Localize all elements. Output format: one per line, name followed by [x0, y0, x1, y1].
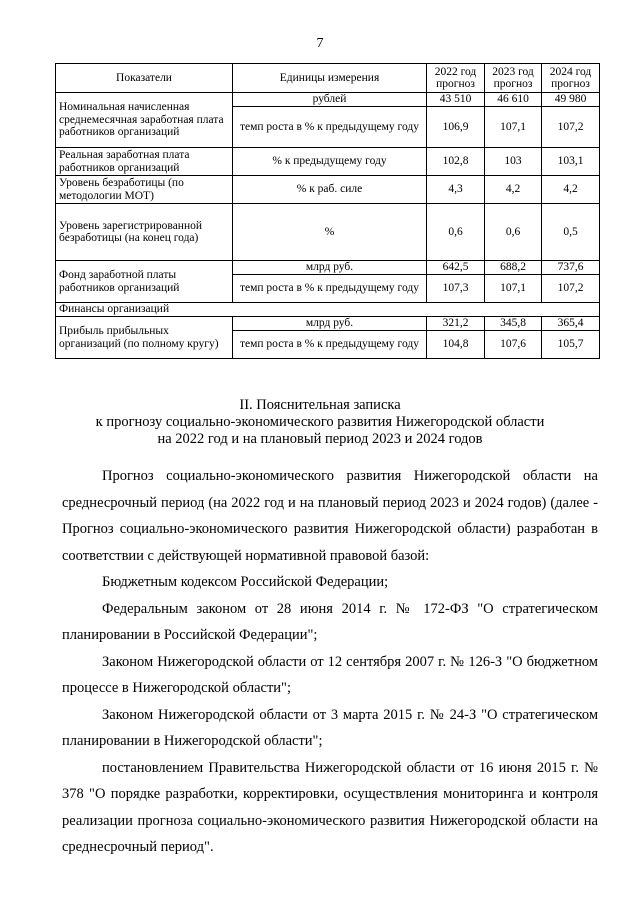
- heading-line: на 2022 год и на плановый период 2023 и 2024 годов: [157, 431, 483, 447]
- header-2024: 2024 год прогноз: [542, 64, 600, 93]
- table-row: [56, 93, 600, 107]
- indicator-cell: Фонд заработной платы работников организаций: [56, 261, 233, 303]
- indicator-cell: Прибыль прибыльных организаций (по полному кругу): [56, 317, 233, 359]
- indicator-cell: Уровень зарегистрированной безработицы (на конец года): [56, 204, 233, 261]
- section-heading: [0, 397, 640, 448]
- value-cell: 107,6: [485, 331, 542, 359]
- value-cell: 0,5: [542, 204, 600, 261]
- value-cell: 46 610: [485, 93, 542, 107]
- value-cell: 105,7: [542, 331, 600, 359]
- unit-cell: млрд руб.: [233, 261, 427, 275]
- unit-cell: темп роста в % к предыдущему году: [233, 275, 427, 303]
- value-cell: 321,2: [427, 317, 485, 331]
- paragraph: Бюджетным кодексом Российской Федерации;: [102, 574, 389, 590]
- value-cell: 49 980: [542, 93, 600, 107]
- value-cell: 0,6: [485, 204, 542, 261]
- value-cell: 107,2: [542, 275, 600, 303]
- unit-cell: % к предыдущему году: [233, 148, 427, 176]
- section-row: [56, 303, 600, 317]
- value-cell: 103,1: [542, 148, 600, 176]
- unit-cell: темп роста в % к предыдущему году: [233, 331, 427, 359]
- unit-cell: %: [233, 204, 427, 261]
- unit-cell: темп роста в % к предыдущему году: [233, 107, 427, 148]
- value-cell: 642,5: [427, 261, 485, 275]
- value-cell: 688,2: [485, 261, 542, 275]
- indicator-cell: Номинальная начисленная среднемесячная заработная плата работников организаций: [56, 93, 233, 148]
- value-cell: 104,8: [427, 331, 485, 359]
- value-cell: 107,3: [427, 275, 485, 303]
- section-title: Финансы организаций: [56, 303, 600, 317]
- indicator-cell: Уровень безработицы (по методологии МОТ): [56, 176, 233, 204]
- indicator-cell: Реальная заработная плата работников организаций: [56, 148, 233, 176]
- value-cell: 4,2: [542, 176, 600, 204]
- body-text: [62, 463, 598, 861]
- heading-line: II. Пояснительная записка: [239, 397, 401, 413]
- value-cell: 0,6: [427, 204, 485, 261]
- table-row: [56, 204, 600, 261]
- table-row: [56, 317, 600, 331]
- value-cell: 4,2: [485, 176, 542, 204]
- header-2022: 2022 год прогноз: [427, 64, 485, 93]
- value-cell: 345,8: [485, 317, 542, 331]
- value-cell: 4,3: [427, 176, 485, 204]
- header-indicator: Показатели: [56, 64, 233, 93]
- page-number: 7: [316, 36, 324, 51]
- value-cell: 102,8: [427, 148, 485, 176]
- table-row: [56, 176, 600, 204]
- table-row: [56, 148, 600, 176]
- value-cell: 737,6: [542, 261, 600, 275]
- unit-cell: рублей: [233, 93, 427, 107]
- value-cell: 107,2: [542, 107, 600, 148]
- value-cell: 365,4: [542, 317, 600, 331]
- paragraph: Законом Нижегородской области от 12 сентября 2007 г. № 126-З "О бюджетном процессе в Нижегородской области";: [62, 653, 598, 696]
- paragraph: Прогноз социально-экономического развития Нижегородской области на среднесрочный период (на 2022 год и на плановый период 2023 и 2024 годов) (далее - Прогноз социально-экономического развития Нижегородской области) разработан в соответствии с действующей нормативной правовой базой:: [62, 468, 598, 564]
- forecast-table: [55, 63, 600, 359]
- unit-cell: % к раб. силе: [233, 176, 427, 204]
- paragraph: постановлением Правительства Нижегородской области от 16 июня 2015 г. № 378 "О порядке разработки, корректировки, осуществления мониторинга и контроля реализации прогноза социально-экономического развития Нижегородской области на среднесрочный период".: [62, 759, 598, 855]
- heading-line: к прогнозу социально-экономического развития Нижегородской области: [95, 414, 545, 430]
- paragraph: Федеральным законом от 28 июня 2014 г. № 172-ФЗ "О стратегическом планировании в Российской Федерации";: [62, 600, 598, 643]
- header-2023: 2023 год прогноз: [485, 64, 542, 93]
- table-row: [56, 261, 600, 275]
- value-cell: 43 510: [427, 93, 485, 107]
- header-unit: Единицы измерения: [233, 64, 427, 93]
- paragraph: Законом Нижегородской области от 3 марта 2015 г. № 24-З "О стратегическом планировании в Нижегородской области";: [62, 706, 598, 749]
- value-cell: 106,9: [427, 107, 485, 148]
- value-cell: 107,1: [485, 107, 542, 148]
- value-cell: 103: [485, 148, 542, 176]
- value-cell: 107,1: [485, 275, 542, 303]
- unit-cell: млрд руб.: [233, 317, 427, 331]
